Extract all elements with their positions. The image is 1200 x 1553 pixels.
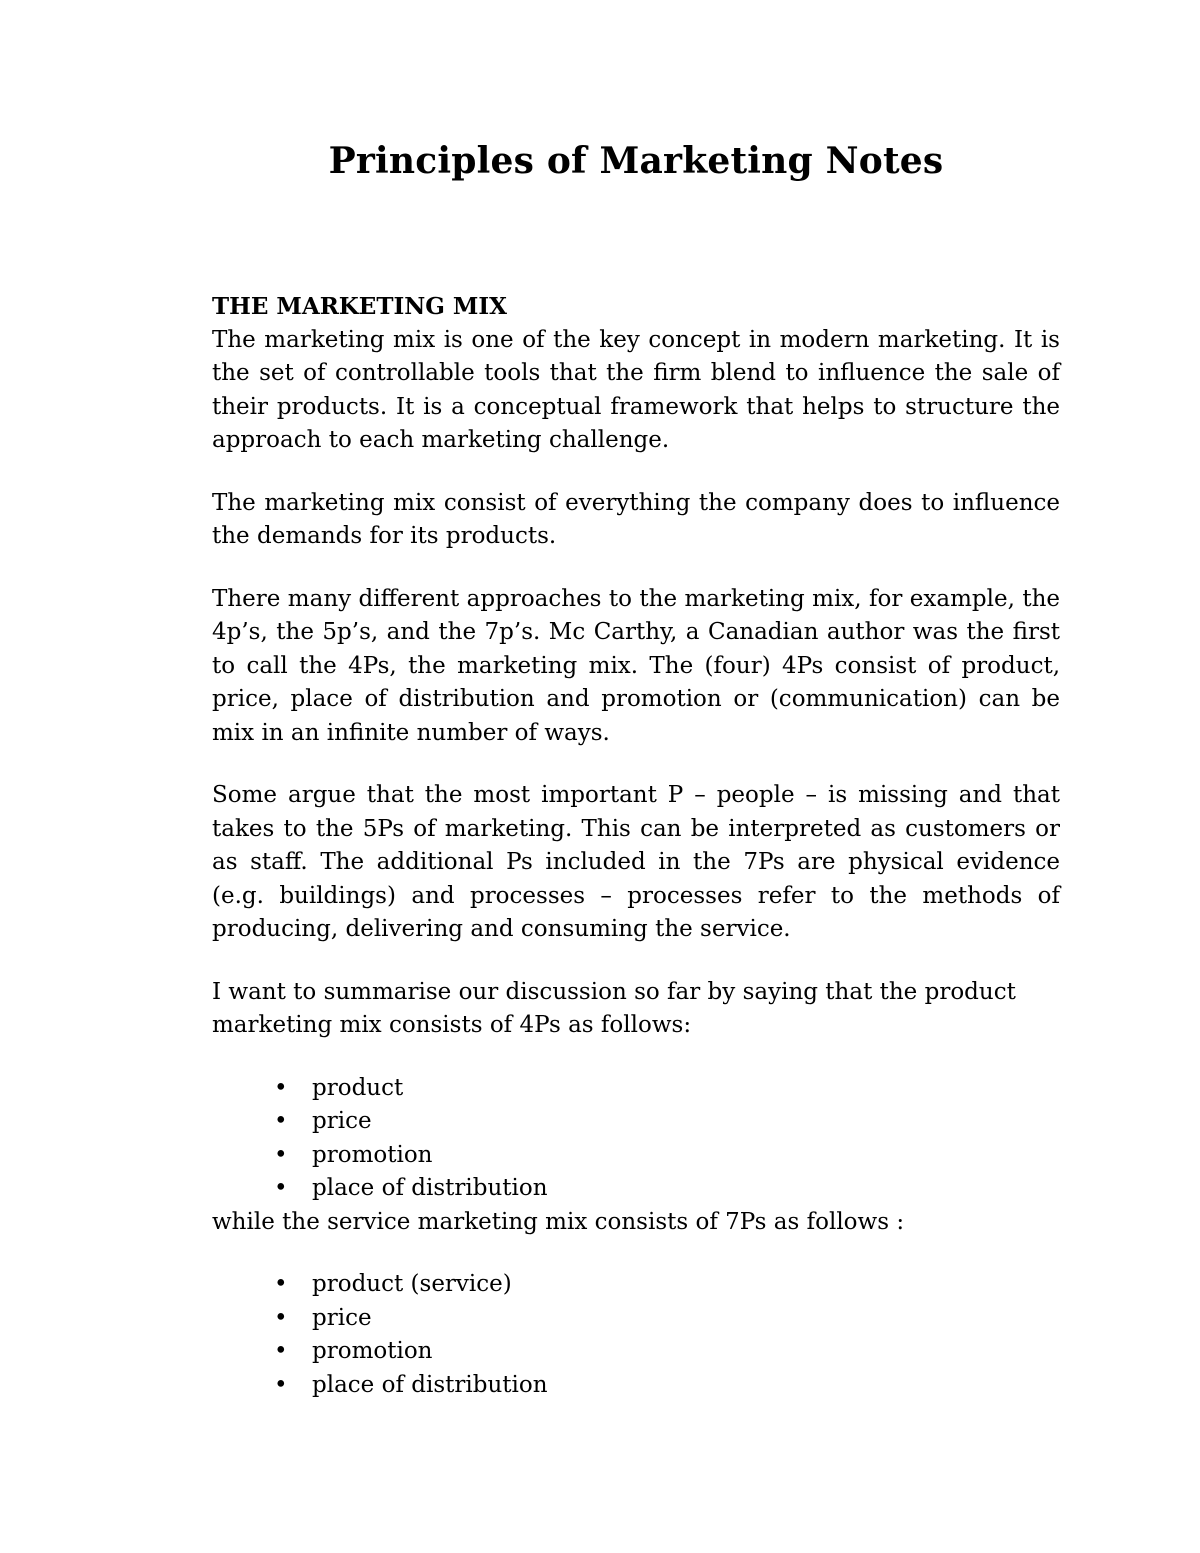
list-item: • product bbox=[212, 1072, 1060, 1106]
list-item: • place of distribution bbox=[212, 1369, 1060, 1403]
list-item: • price bbox=[212, 1302, 1060, 1336]
paragraph-people: Some argue that the most important P – people – is missing and that takes to the 5Ps of marketing. This can be interpreted as customers or as staff. The additional Ps included in the 7Ps are physical evidence (e.g. buildings) and processes – processes refer to the methods of producing, delivering and consuming the service. bbox=[212, 782, 1060, 942]
bullet-icon: • bbox=[274, 1371, 288, 1398]
paragraph-summary: I want to summarise our discussion so far by saying that the product marketing mix consists of 4Ps as follows: bbox=[212, 978, 1016, 1038]
service-mix-list bbox=[212, 1268, 1060, 1402]
list-item: • promotion bbox=[212, 1335, 1060, 1369]
bullet-icon: • bbox=[274, 1074, 288, 1101]
list-item: • price bbox=[212, 1105, 1060, 1139]
list-item: • promotion bbox=[212, 1139, 1060, 1173]
service-mix-intro: while the service marketing mix consists of 7Ps as follows : bbox=[212, 1208, 905, 1235]
paragraph-definition: The marketing mix is one of the key concept in modern marketing. It is the set of controllable tools that the firm blend to influence the sale of their products. It is a conceptual framework that helps to structure the approach to each marketing challenge. bbox=[212, 326, 1060, 453]
section-heading: THE MARKETING MIX bbox=[212, 293, 507, 320]
document-page bbox=[212, 140, 1060, 1402]
bullet-icon: • bbox=[274, 1108, 288, 1134]
product-mix-list bbox=[212, 1072, 1060, 1206]
bullet-icon: • bbox=[274, 1141, 288, 1168]
bullet-icon: • bbox=[274, 1175, 288, 1201]
document-title: Principles of Marketing Notes bbox=[328, 140, 944, 182]
paragraph-approaches: There many different approaches to the marketing mix, for example, the 4p’s, the 5p’s, and the 7p’s. Mc Carthy, a Canadian author was the first to call the 4Ps, the marketing mix. The (four) 4Ps consist of product, price, place of distribution and promotion or (communication) can be mix in an infinite number of ways. bbox=[212, 585, 1060, 746]
list-item: • product (service) bbox=[212, 1268, 1060, 1302]
bullet-icon: • bbox=[274, 1304, 288, 1331]
bullet-icon: • bbox=[274, 1271, 288, 1297]
paragraph-consists: The marketing mix consist of everything the company does to influence the demands for its products. bbox=[212, 489, 1060, 549]
list-item: • place of distribution bbox=[212, 1172, 1060, 1206]
bullet-icon: • bbox=[274, 1338, 288, 1364]
